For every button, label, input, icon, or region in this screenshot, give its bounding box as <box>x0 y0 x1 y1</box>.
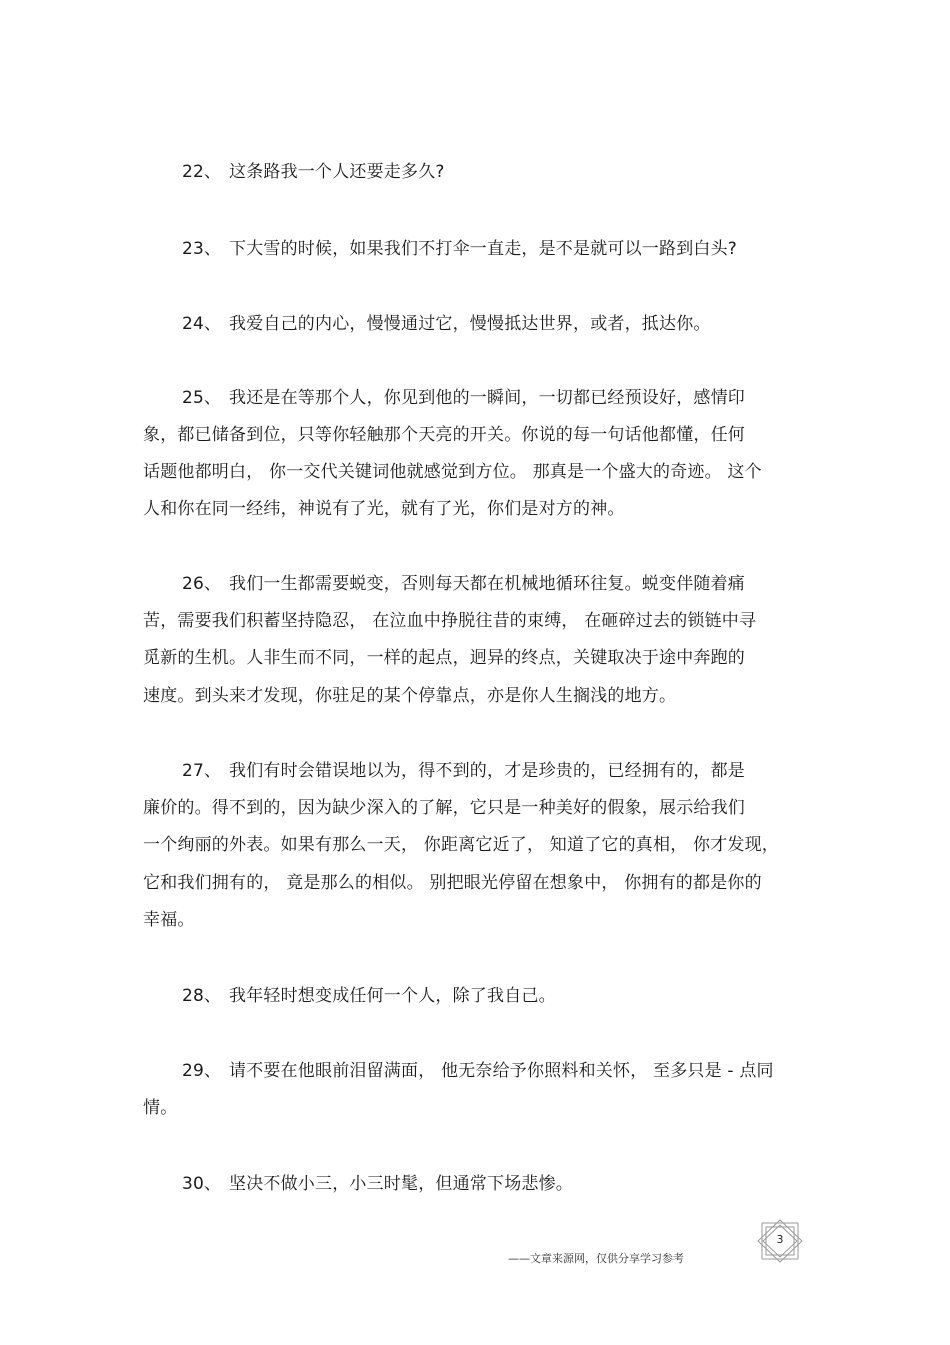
item-text-line: 一个绚丽的外表。如果有那么一天， 你距离它近了， 知道了它的真相， 你才发现， <box>143 835 780 855</box>
item-text-line: 情。 <box>143 1098 178 1118</box>
item-text-line: 象，都已储备到位，只等你轻触那个天亮的开关。你说的每一句话他都懂，任何 <box>143 425 745 445</box>
item-text-line: 它和我们拥有的， 竟是那么的相似。 别把眼光停留在想象中， 你拥有的都是你的 <box>143 873 762 893</box>
item-number: 26、 <box>182 574 222 594</box>
item-number: 30、 <box>182 1174 222 1194</box>
item-text: 我们一生都需要蜕变，否则每天都在机械地循环往复。蜕变伴随着痛 <box>229 574 745 594</box>
item-number: 29、 <box>182 1061 222 1081</box>
item-text: 下大雪的时候，如果我们不打伞一直走，是不是就可以一路到白头? <box>229 239 738 259</box>
item-text-line: 幸福。 <box>143 910 195 930</box>
item-text: 我爱自己的内心，慢慢通过它，慢慢抵达世界，或者，抵达你。 <box>229 314 711 334</box>
list-item <box>182 761 745 781</box>
footer-source-note: ——文章来源网，仅供分享学习参考 <box>508 1252 684 1265</box>
item-number: 27、 <box>182 761 222 781</box>
list-item <box>182 574 745 594</box>
list-item <box>182 1174 573 1194</box>
page-number-badge <box>756 1219 804 1263</box>
item-text: 我年轻时想变成任何一个人，除了我自己。 <box>229 986 556 1006</box>
item-number: 24、 <box>182 314 222 334</box>
item-text-line: 人和你在同一经纬，神说有了光，就有了光，你们是对方的神。 <box>143 499 625 519</box>
item-text: 这条路我一个人还要走多久? <box>229 162 445 182</box>
item-number: 23、 <box>182 239 222 259</box>
item-text: 我们有时会错误地以为，得不到的，才是珍贵的，已经拥有的，都是 <box>229 761 745 781</box>
item-text-line: 话题他都明白， 你一交代关键词他就感觉到方位。 那真是一个盛大的奇迹。 这个 <box>143 462 762 482</box>
page-number: 3 <box>776 1233 784 1246</box>
list-item <box>182 314 711 334</box>
item-text-line: 廉价的。得不到的，因为缺少深入的了解，它只是一种美好的假象，展示给我们 <box>143 798 745 818</box>
list-item <box>182 239 737 259</box>
list-item <box>182 986 556 1006</box>
item-text: 请不要在他眼前泪留满面， 他无奈给予你照料和关怀， 至多只是 - 点同 <box>229 1061 774 1081</box>
list-item <box>182 1061 774 1081</box>
item-number: 22、 <box>182 162 222 182</box>
item-text-line: 苦，需要我们积蓄坚持隐忍， 在泣血中挣脱往昔的束缚， 在砸碎过去的锁链中寻 <box>143 611 757 631</box>
list-item <box>182 162 445 182</box>
list-item <box>182 388 745 408</box>
item-text: 坚决不做小三，小三时髦，但通常下场悲惨。 <box>229 1174 573 1194</box>
item-number: 28、 <box>182 986 222 1006</box>
item-text-line: 觅新的生机。人非生而不同，一样的起点，迥异的终点，关键取决于途中奔跑的 <box>143 648 745 668</box>
item-text-line: 速度。到头来才发现，你驻足的某个停靠点，亦是你人生搁浅的地方。 <box>143 686 677 706</box>
item-text: 我还是在等那个人，你见到他的一瞬间，一切都已经预设好，感情印 <box>229 388 745 408</box>
item-number: 25、 <box>182 388 222 408</box>
